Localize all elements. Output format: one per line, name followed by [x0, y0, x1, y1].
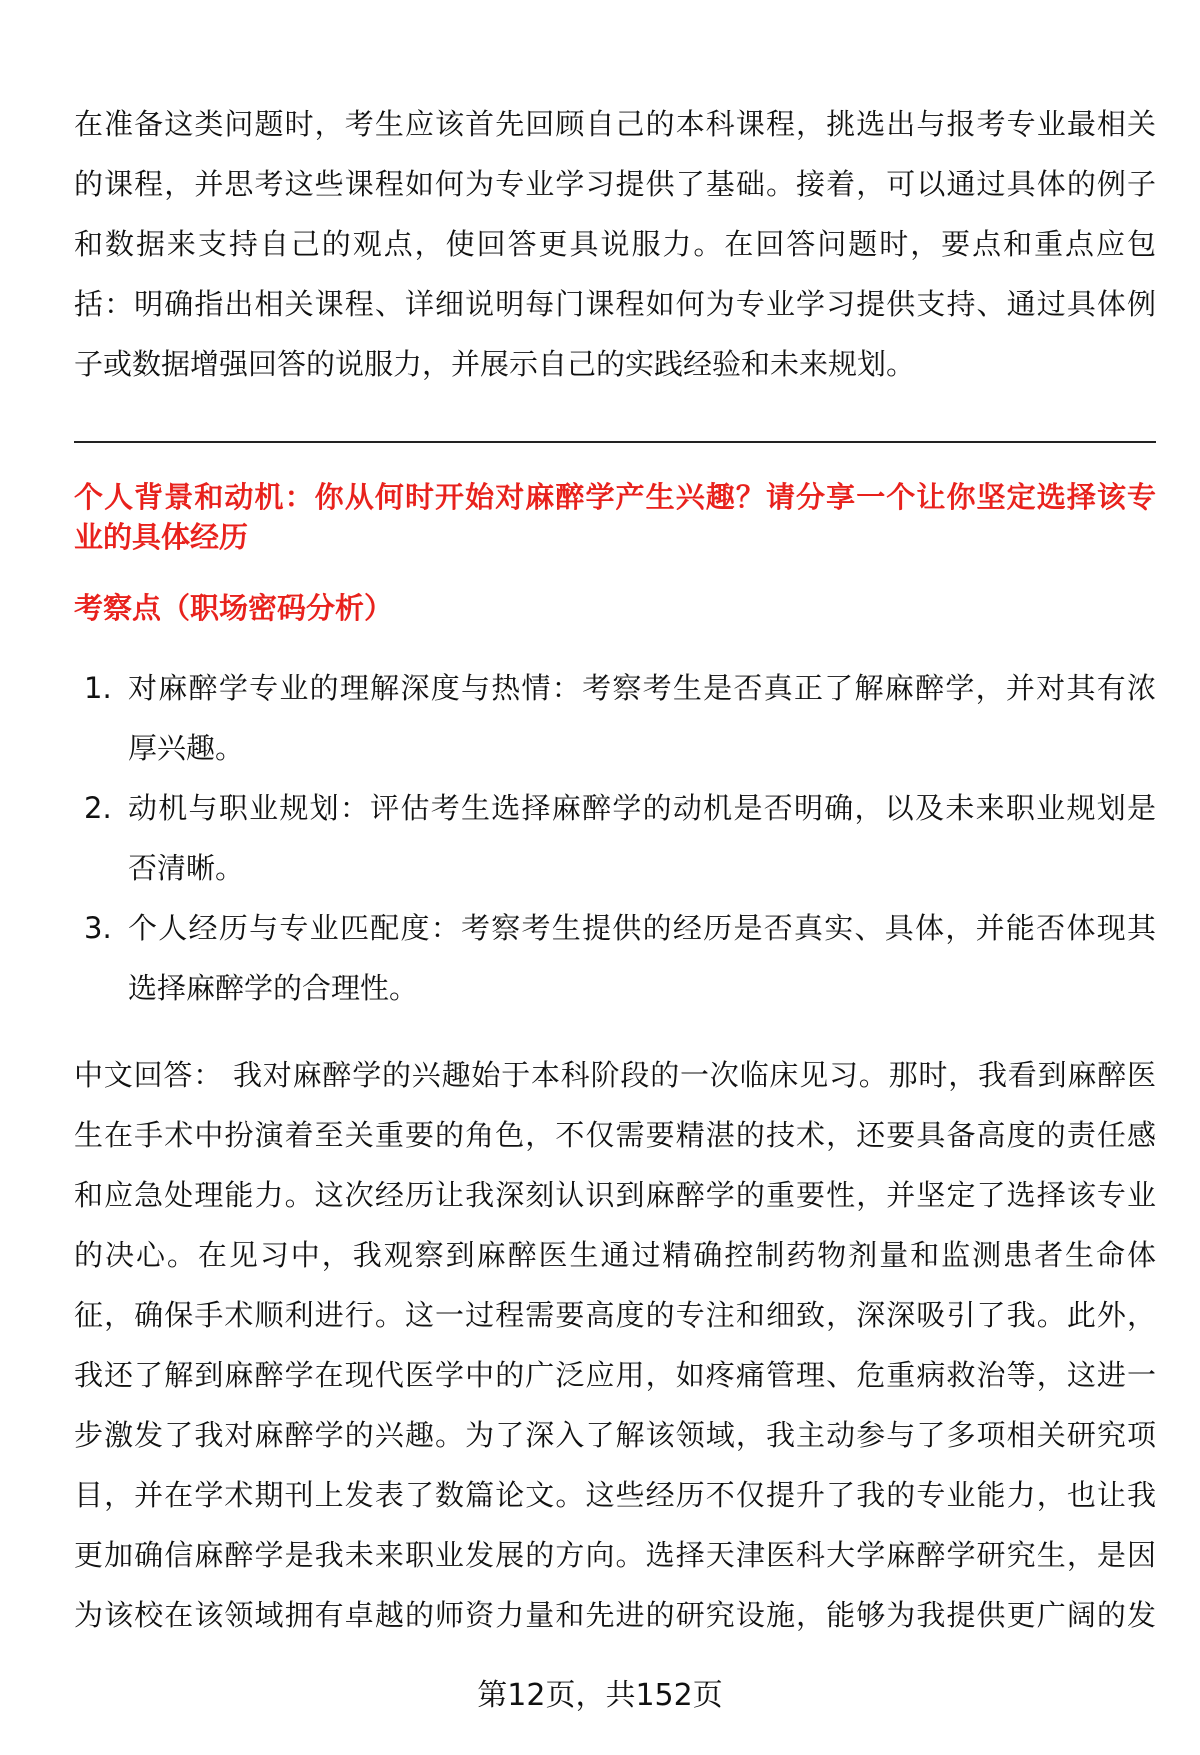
answer-line: 的决心。在见习中，我观察到麻醉医生通过精确控制药物剂量和监测患者生命体	[74, 1238, 1156, 1272]
list-item-line: 个人经历与专业匹配度：考察考生提供的经历是否真实、具体，并能否体现其	[128, 911, 1156, 945]
section-divider	[74, 441, 1156, 443]
answer-line: 征，确保手术顺利进行。这一过程需要高度的专注和细致，深深吸引了我。此外，	[74, 1298, 1156, 1332]
answer-line: 我还了解到麻醉学在现代医学中的广泛应用，如疼痛管理、危重病救治等，这进一	[74, 1358, 1156, 1392]
list-number: 1.	[84, 671, 112, 705]
answer-line: 目，并在学术期刊上发表了数篇论文。这些经历不仅提升了我的专业能力，也让我	[74, 1478, 1156, 1512]
answer-line: 更加确信麻醉学是我未来职业发展的方向。选择天津医科大学麻醉学研究生，是因	[74, 1538, 1156, 1572]
answer-line: 和应急处理能力。这次经历让我深刻认识到麻醉学的重要性，并坚定了选择该专业	[74, 1178, 1156, 1212]
list-item-line: 厚兴趣。	[128, 731, 245, 765]
section-title: 考察点（职场密码分析）	[74, 591, 394, 625]
list-item-line: 选择麻醉学的合理性。	[128, 971, 419, 1005]
intro-line: 括：明确指出相关课程、详细说明每门课程如何为专业学习提供支持、通过具体例	[74, 287, 1156, 321]
list-number: 3.	[84, 911, 112, 945]
question-line: 业的具体经历	[74, 520, 249, 554]
answer-line: 为该校在该领域拥有卓越的师资力量和先进的研究设施，能够为我提供更广阔的发	[74, 1598, 1156, 1632]
page-number: 第12页，共152页	[477, 1678, 723, 1713]
list-number: 2.	[84, 791, 112, 825]
question-line: 个人背景和动机：你从何时开始对麻醉学产生兴趣？请分享一个让你坚定选择该专	[74, 480, 1156, 514]
intro-line: 和数据来支持自己的观点，使回答更具说服力。在回答问题时，要点和重点应包	[74, 227, 1156, 261]
intro-line: 子或数据增强回答的说服力，并展示自己的实践经验和未来规划。	[74, 347, 916, 381]
list-item-line: 动机与职业规划：评估考生选择麻醉学的动机是否明确，以及未来职业规划是	[128, 791, 1156, 825]
answer-line: 步激发了我对麻醉学的兴趣。为了深入了解该领域，我主动参与了多项相关研究项	[74, 1418, 1156, 1452]
intro-line: 的课程，并思考这些课程如何为专业学习提供了基础。接着，可以通过具体的例子	[74, 167, 1156, 201]
answer-line: 生在手术中扮演着至关重要的角色，不仅需要精湛的技术，还要具备高度的责任感	[74, 1118, 1156, 1152]
intro-line: 在准备这类问题时，考生应该首先回顾自己的本科课程，挑选出与报考专业最相关	[74, 107, 1156, 141]
list-item-line: 对麻醉学专业的理解深度与热情：考察考生是否真正了解麻醉学，并对其有浓	[128, 671, 1156, 705]
answer-line: 中文回答： 我对麻醉学的兴趣始于本科阶段的一次临床见习。那时，我看到麻醉医	[74, 1058, 1156, 1092]
list-item-line: 否清晰。	[128, 851, 245, 885]
